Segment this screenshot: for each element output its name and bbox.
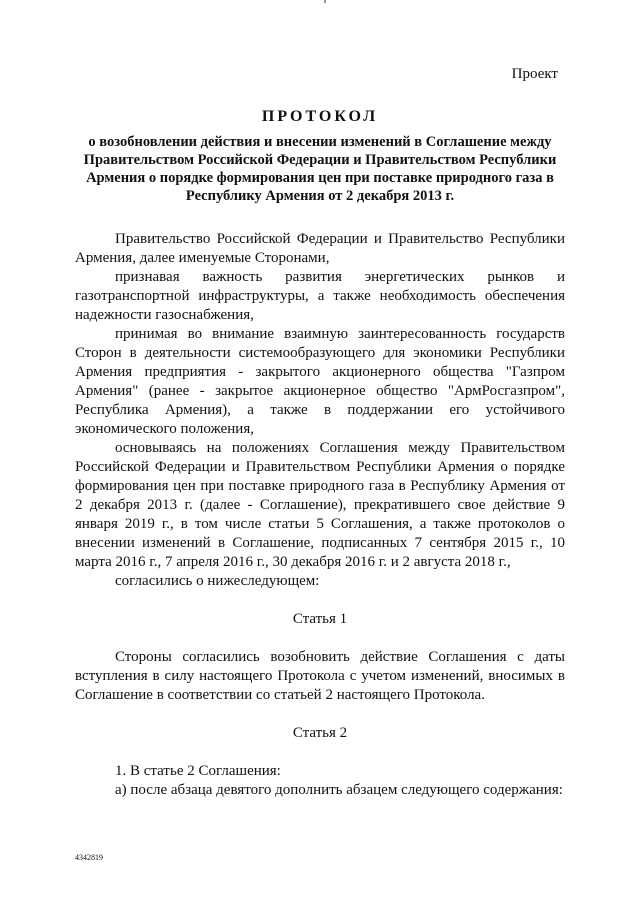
document-code: 4342819 [75, 853, 103, 862]
document-body [75, 230, 565, 800]
document-subtitle: о возобновлении действия и внесении изменений в Соглашение между Правительством Российской Федерации и Правительством Республики Армения о порядке формирования цен при поставке природного газа в Республику Армения от 2 декабря 2013 г. [83, 134, 557, 204]
preamble-paragraph-recognizing: признавая важность развития энергетических рынков и газотранспортной инфраструктуры, а также необходимость обеспечения надежности газоснабжения, [75, 269, 565, 323]
article-2-item-1a: а) после абзаца девятого дополнить абзацем следующего содержания: [115, 782, 563, 798]
draft-label: Проект [511, 66, 558, 82]
article-2-heading: Статья 2 [292, 725, 348, 741]
preamble-paragraph-agreed: согласились о нижеследующем: [115, 573, 320, 589]
spacer [75, 591, 565, 610]
preamble-paragraph-based-on: основываясь на положениях Соглашения между Правительством Российской Федерации и Правительством Республики Армения о порядке формирования цен при поставке природного газа в Республику Армения от 2 декабря 2013 г. (далее - Соглашение), прекратившего свое действие 9 января 2019 г., в том числе статьи 5 Соглашения, а также протоколов о внесении изменений в Соглашение, подписанных 7 сентября 2015 г., 10 марта 2016 г., 7 апреля 2016 г., 30 декабря 2016 г. и 2 августа 2018 г., [75, 440, 565, 570]
article-1-heading: Статья 1 [292, 611, 348, 627]
article-2-item-1: 1. В статье 2 Соглашения: [115, 763, 281, 779]
spacer [75, 743, 565, 762]
document-title: ПРОТОКОЛ [261, 108, 379, 125]
preamble-paragraph-parties: Правительство Российской Федерации и Правительство Республики Армения, далее именуемые Сторонами, [75, 231, 565, 266]
spacer [75, 705, 565, 724]
spacer [75, 629, 565, 648]
article-1-text: Стороны согласились возобновить действие Соглашения с даты вступления в силу настоящего Протокола с учетом изменений, вносимых в Соглашение в соответствии со статьей 2 настоящего Протокола. [75, 649, 565, 703]
preamble-paragraph-considering: принимая во внимание взаимную заинтересованность государств Сторон в деятельности системообразующего для экономики Республики Армения предприятия - закрытого акционерного общества "Газпром Армения" (ранее - закрытое акционерное общество "АрмРосгазпром", Республика Армения), а также в поддержании его устойчивого экономического положения, [75, 326, 565, 437]
page-top-mark [324, 0, 326, 3]
